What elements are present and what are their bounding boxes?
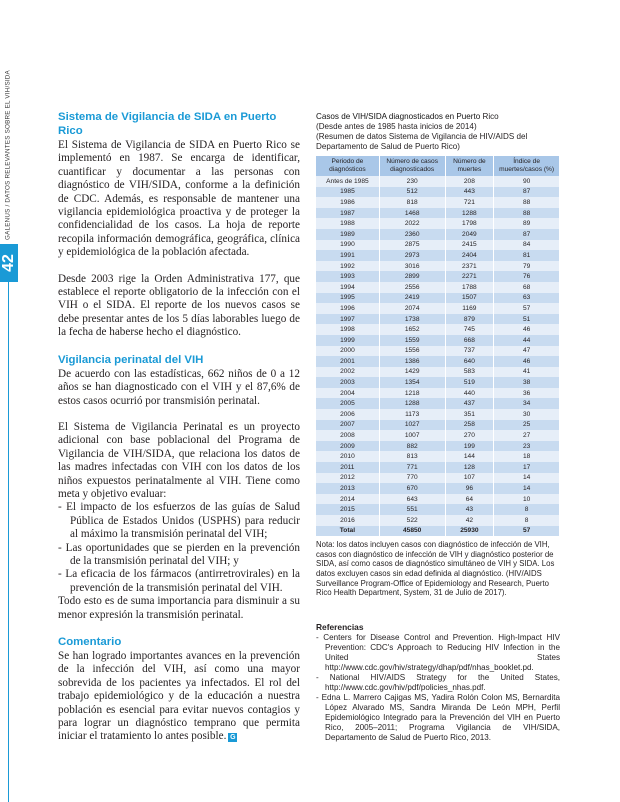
list-item: - La eficacia de los fármacos (antirretrovirales) en la prevención de la transmisión perinatal del VIH. — [58, 568, 300, 594]
table-cell: 2875 — [379, 240, 445, 251]
table-cell: 2005 — [316, 398, 379, 409]
table-cell: 2013 — [316, 483, 379, 494]
table-cell: 89 — [494, 218, 560, 229]
table-row — [316, 250, 560, 261]
table-cell: 96 — [445, 483, 494, 494]
table-cell: 144 — [445, 451, 494, 462]
table-cell: 2010 — [316, 451, 379, 462]
table-cell: 1027 — [379, 420, 445, 431]
table-row — [316, 282, 560, 293]
reference-item: - National HIV/AIDS Strategy for the United States, http://www.cdc.gov/hiv/pdf/policies_nhas.pdf. — [316, 672, 560, 692]
table-cell: 1989 — [316, 229, 379, 240]
table-row — [316, 208, 560, 219]
table-cell: 443 — [445, 187, 494, 198]
table-cell: 745 — [445, 324, 494, 335]
table-cell: 1999 — [316, 335, 379, 346]
table-cell: 1788 — [445, 282, 494, 293]
table-cell: 1556 — [379, 346, 445, 357]
table-cell: 1988 — [316, 218, 379, 229]
table-cell: 1994 — [316, 282, 379, 293]
table-row — [316, 504, 560, 515]
table-cell: 270 — [445, 430, 494, 441]
end-mark-icon: G — [230, 734, 236, 742]
table-cell: 128 — [445, 462, 494, 473]
table-cell: 27 — [494, 430, 560, 441]
table-body — [316, 176, 560, 536]
table-cell: 1288 — [379, 398, 445, 409]
table-cell: 437 — [445, 398, 494, 409]
references — [316, 622, 560, 743]
table-cell: 8 — [494, 504, 560, 515]
objectives-list — [58, 501, 300, 595]
table-cell: 879 — [445, 314, 494, 325]
paragraph: El Sistema de Vigilancia de SIDA en Puerto Rico se implementó en 1987. Se encarga de identificar, cuantificar y documentar a las personas con diagnóstico de VIH/SIDA, conforme a la definición de CDC. Además, es responsable de mantener una vigilancia epidemiológica proactiva y de proteger la confidencialidad de los casos. La hoja de reporte recopila información demográfica, geográfica, clínica y epidemiológica de la población afectada. — [58, 139, 300, 259]
table-cell: 2973 — [379, 250, 445, 261]
table-cell: 87 — [494, 187, 560, 198]
table-row — [316, 430, 560, 441]
left-column — [58, 110, 300, 744]
table-cell: 1218 — [379, 388, 445, 399]
table-cell: 721 — [445, 197, 494, 208]
table-row — [316, 515, 560, 526]
table-cell: 57 — [494, 303, 560, 314]
table-row — [316, 441, 560, 452]
table-cell: 14 — [494, 473, 560, 484]
table-cell: 583 — [445, 367, 494, 378]
sidebar-rule — [8, 282, 9, 802]
table-cell: 258 — [445, 420, 494, 431]
table-row — [316, 494, 560, 505]
table-row — [316, 314, 560, 325]
table-row — [316, 473, 560, 484]
table-cell: 46 — [494, 356, 560, 367]
table-cell: 34 — [494, 398, 560, 409]
table-cell: Antes de 1985 — [316, 176, 379, 187]
table-cell: 1987 — [316, 208, 379, 219]
table-cell: 522 — [379, 515, 445, 526]
table-cell: 63 — [494, 293, 560, 304]
table-cell: 30 — [494, 409, 560, 420]
table-cell: 2371 — [445, 261, 494, 272]
table-cell: 10 — [494, 494, 560, 505]
table-cell: 36 — [494, 388, 560, 399]
table-cell: 640 — [445, 356, 494, 367]
table-cell: 1738 — [379, 314, 445, 325]
table-cell: 64 — [445, 494, 494, 505]
references-title: Referencias — [316, 621, 364, 632]
table-cell: 1996 — [316, 303, 379, 314]
table-cell: 43 — [445, 504, 494, 515]
table-cell: 770 — [379, 473, 445, 484]
table-cell: 18 — [494, 451, 560, 462]
table-cell: 1386 — [379, 356, 445, 367]
page-number: 42 — [0, 254, 17, 272]
table-row — [316, 187, 560, 198]
table-row — [316, 451, 560, 462]
table-note: Nota: los datos incluyen casos con diagnóstico de infección de VIH, casos con diagnóstico de infección de VIH y diagnóstico posterior de SIDA, así como casos de diagnóstico simultáneo de VIH y SIDA. Los datos excluyen casos sin edad definida al diagnóstico. (HIV/AIDS Surveillance Program-Office of Epidemiology and Research, Puerto Rico Health Department, System, 31 de Julio de 2017). — [316, 540, 555, 598]
table-row — [316, 261, 560, 272]
table-cell: 44 — [494, 335, 560, 346]
table-row — [316, 218, 560, 229]
table-cell: 668 — [445, 335, 494, 346]
table-cell: 737 — [445, 346, 494, 357]
table-row — [316, 335, 560, 346]
table-cell: 1991 — [316, 250, 379, 261]
table-cell: 1990 — [316, 240, 379, 251]
table-cell: 818 — [379, 197, 445, 208]
table-cell: 1468 — [379, 208, 445, 219]
table-row — [316, 240, 560, 251]
table-row — [316, 462, 560, 473]
column-header: Periodo de diagnósticos — [316, 156, 379, 176]
table-row — [316, 176, 560, 187]
table-cell: 1559 — [379, 335, 445, 346]
table-cell: 2014 — [316, 494, 379, 505]
page-number-tab — [0, 244, 18, 282]
table-cell: 1985 — [316, 187, 379, 198]
table-cell: 17 — [494, 462, 560, 473]
table-cell: 1429 — [379, 367, 445, 378]
table-cell: 1798 — [445, 218, 494, 229]
running-title: GALENUS / DATOS RELEVANTES SOBRE EL VIH/SIDA — [4, 70, 11, 240]
table-cell: 1288 — [445, 208, 494, 219]
table-cell: 1997 — [316, 314, 379, 325]
table-cell: 1507 — [445, 293, 494, 304]
table-row — [316, 293, 560, 304]
table-cell: 47 — [494, 346, 560, 357]
table-row — [316, 367, 560, 378]
table-caption: Casos de VIH/SIDA diagnosticados en Puerto Rico (Desde antes de 1985 hasta inicios de 2014) (Resumen de datos Sistema de Vigilancia de HIV/AIDS del Departamento de Salud de Puerto Rico) — [316, 112, 528, 151]
table-cell: 2556 — [379, 282, 445, 293]
section-title-comment: Comentario — [58, 636, 122, 648]
table-cell: 23 — [494, 441, 560, 452]
table-cell: 46 — [494, 324, 560, 335]
table-cell: 38 — [494, 377, 560, 388]
paragraph: Todo esto es de suma importancia para disminuir a su menor expresión la transmisión perinatal. — [58, 595, 300, 621]
table-cell: 1007 — [379, 430, 445, 441]
table-cell: 813 — [379, 451, 445, 462]
list-item: - El impacto de los esfuerzos de las guías de Salud Pública de Estados Unidos (USPHS) para reducir al máximo la transmisión perinatal del VIH; — [58, 501, 300, 541]
table-cell: 68 — [494, 282, 560, 293]
table-cell: 2003 — [316, 377, 379, 388]
table-row — [316, 271, 560, 282]
table-cell: 882 — [379, 441, 445, 452]
table-cell: 45850 — [379, 526, 445, 537]
reference-item: - Centers for Disease Control and Prevention. High-Impact HIV Prevention: CDC's Approach to Reducing HIV Infection in the United States http://www.cdc.gov/hiv/strategy/dhap/pdf/nhas_booklet.pd. — [316, 632, 560, 672]
column-header: Número de muertes — [445, 156, 494, 176]
table-cell: 2002 — [316, 367, 379, 378]
table-cell: 208 — [445, 176, 494, 187]
table-cell: 2009 — [316, 441, 379, 452]
table-row — [316, 483, 560, 494]
table-cell: 87 — [494, 229, 560, 240]
table-cell: 76 — [494, 271, 560, 282]
table-row — [316, 229, 560, 240]
cases-table — [316, 156, 560, 536]
table-cell: 2000 — [316, 346, 379, 357]
table-cell: 25 — [494, 420, 560, 431]
table-cell: 1998 — [316, 324, 379, 335]
table-cell: 25930 — [445, 526, 494, 537]
right-column — [316, 112, 560, 743]
table-cell: 1652 — [379, 324, 445, 335]
table-row — [316, 388, 560, 399]
table-cell: 1993 — [316, 271, 379, 282]
table-cell: 551 — [379, 504, 445, 515]
list-item: - Las oportunidades que se pierden en la prevención de la transmisión perinatal del VIH; y — [58, 541, 300, 567]
table-cell: 1995 — [316, 293, 379, 304]
table-row — [316, 356, 560, 367]
table-cell: 2419 — [379, 293, 445, 304]
table-cell: 1354 — [379, 377, 445, 388]
table-cell: 107 — [445, 473, 494, 484]
table-cell: 2360 — [379, 229, 445, 240]
table-header-row — [316, 156, 560, 176]
table-cell: 519 — [445, 377, 494, 388]
table-cell: 1169 — [445, 303, 494, 314]
table-cell: 81 — [494, 250, 560, 261]
table-cell: 2074 — [379, 303, 445, 314]
table-cell: 2415 — [445, 240, 494, 251]
table-cell: 1173 — [379, 409, 445, 420]
table-row — [316, 197, 560, 208]
table-cell: 84 — [494, 240, 560, 251]
table-cell: 2012 — [316, 473, 379, 484]
table-cell: Total — [316, 526, 379, 537]
table-cell: 1992 — [316, 261, 379, 272]
table-cell: 643 — [379, 494, 445, 505]
table-cell: 230 — [379, 176, 445, 187]
table-cell: 2004 — [316, 388, 379, 399]
table-row — [316, 398, 560, 409]
table-cell: 2404 — [445, 250, 494, 261]
column-header: Índice de muertes/casos (%) — [494, 156, 560, 176]
table-cell: 42 — [445, 515, 494, 526]
table-cell: 440 — [445, 388, 494, 399]
table-row — [316, 409, 560, 420]
table-cell: 2899 — [379, 271, 445, 282]
table-row — [316, 377, 560, 388]
paragraph: De acuerdo con las estadísticas, 662 niños de 0 a 12 años se han diagnosticado con el VIH y el 87,6% de estos casos ocurrió por transmisión perinatal. — [58, 367, 300, 407]
table-cell: 2001 — [316, 356, 379, 367]
table-cell: 670 — [379, 483, 445, 494]
table-cell: 2016 — [316, 515, 379, 526]
paragraph-comment: Se han logrado importantes avances en la prevención de la infección del VIH, así como una mayor sobrevida de los pacientes ya infectados. El rol del trabajo epidemiológico y de la educación a nuestra población es esencial para evitar nuevos contagios y para lograr un diagnóstico temprano que permita iniciar el tratamiento lo antes posible. G — [58, 650, 300, 743]
table-cell: 199 — [445, 441, 494, 452]
table-cell: 3016 — [379, 261, 445, 272]
table-row — [316, 346, 560, 357]
table-cell: 88 — [494, 208, 560, 219]
section-title-surveillance: Sistema de Vigilancia de SIDA en Puerto Rico — [58, 111, 277, 137]
paragraph: Desde 2003 rige la Orden Administrativa 177, que establece el reporte obligatorio de la infección con el VIH o el SIDA. El reporte de los nuevos casos se debe presentar antes de los 5 días laborables luego de la fecha de haberse hecho el diagnóstico. — [58, 272, 300, 339]
table-cell: 512 — [379, 187, 445, 198]
reference-item: - Edna L. Marrero Cajigas MS, Yadira Rolón Colon MS, Bernardita López Alvarado MS, Sandra Miranda De León MPH, Perfil Epidemiológico Integrado para la Prevención del VIH en Puerto Rico, 2005–2011; Programa Vigilancia de VIH/SIDA, Departamento de Salud de Puerto Rico, 2013. — [316, 692, 560, 742]
table-cell: 79 — [494, 261, 560, 272]
table-cell: 2049 — [445, 229, 494, 240]
table-cell: 41 — [494, 367, 560, 378]
table-cell: 2015 — [316, 504, 379, 515]
table-row — [316, 324, 560, 335]
table-cell: 2008 — [316, 430, 379, 441]
table-cell: 2011 — [316, 462, 379, 473]
table-cell: 88 — [494, 197, 560, 208]
table-cell: 351 — [445, 409, 494, 420]
table-cell: 2271 — [445, 271, 494, 282]
table-row — [316, 420, 560, 431]
table-total-row — [316, 526, 560, 537]
table-row — [316, 303, 560, 314]
table-cell: 8 — [494, 515, 560, 526]
column-header: Número de casos diagnosticados — [379, 156, 445, 176]
table-cell: 771 — [379, 462, 445, 473]
paragraph: El Sistema de Vigilancia Perinatal es un proyecto adicional con base poblacional del Programa de Vigilancia de VIH/SIDA, que relaciona los datos de las madres infectadas con VIH con los datos de los niños expuestos perinatalmente al VIH. Tiene como meta y objetivo evaluar: — [58, 420, 300, 500]
table-cell: 51 — [494, 314, 560, 325]
section-title-perinatal: Vigilancia perinatal del VIH — [58, 353, 204, 366]
table-cell: 2006 — [316, 409, 379, 420]
table-cell: 57 — [494, 526, 560, 537]
table-cell: 1986 — [316, 197, 379, 208]
table-cell: 90 — [494, 176, 560, 187]
table-cell: 2022 — [379, 218, 445, 229]
table-cell: 14 — [494, 483, 560, 494]
table-cell: 2007 — [316, 420, 379, 431]
